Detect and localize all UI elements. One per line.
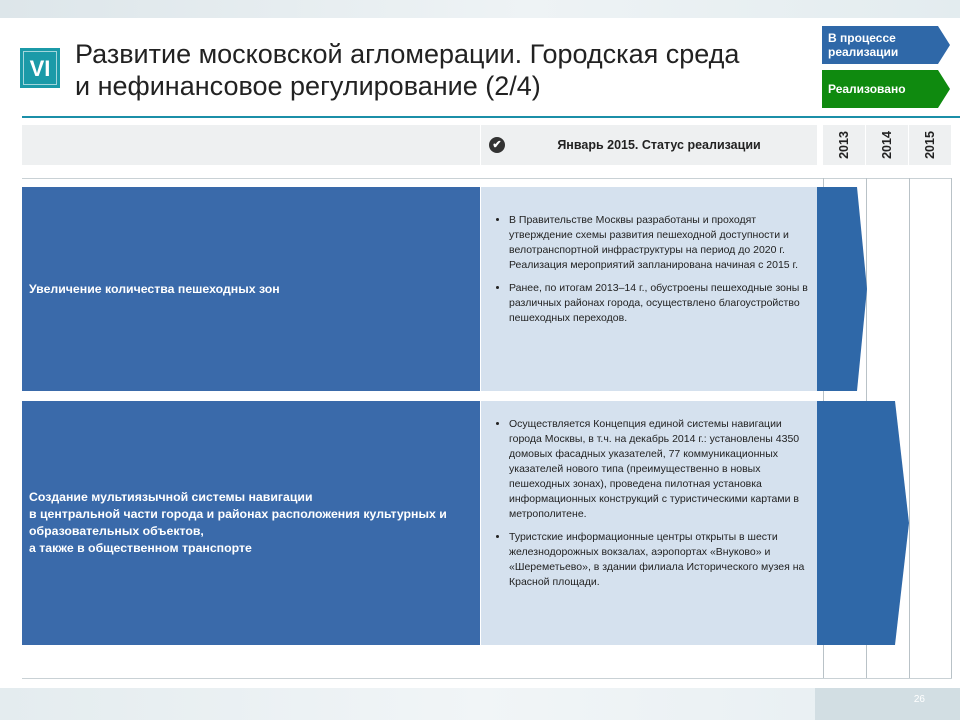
check-circle-icon: ✔	[489, 137, 505, 153]
status-text-navigation-system	[481, 401, 817, 645]
title-divider	[22, 116, 960, 118]
top-decor-band	[0, 0, 960, 18]
status-text-pedestrian-zones	[481, 187, 817, 391]
legend-done	[822, 70, 950, 108]
legend-in-progress	[822, 26, 950, 64]
grid-line	[951, 178, 952, 678]
year-label: 2014	[880, 131, 894, 159]
measure-title-navigation-system	[22, 401, 480, 645]
status-header	[481, 125, 817, 165]
grid-line	[22, 178, 952, 179]
measure-title-line: Создание мультиязычной системы навигации	[29, 490, 313, 504]
grid-line	[22, 678, 952, 679]
status-bullet: • Осуществляется Концепция единой системы навигации города Москвы, в т.ч. на декабрь 2014 г.: установлены 4350 домовых фасадных указателей, 77 коммуникационных указателей нового типа (преимущественно в новых пешеходных зонах), проведена пилотная установка информационных конструкций с туристическими картами в метрополитене.	[509, 417, 809, 522]
measure-title-line: а также в общественном транспорте	[29, 541, 252, 555]
page-number: 26	[913, 694, 925, 705]
legend-done-label: Реализовано	[828, 82, 906, 96]
status-header-label: Январь 2015. Статус реализации	[557, 138, 761, 152]
year-header-2014	[866, 125, 908, 165]
measure-title: Увеличение количества пешеходных зон	[29, 281, 280, 296]
bottom-accent-block	[815, 688, 960, 720]
timeline-arrow-in-progress	[817, 401, 913, 645]
measure-title-pedestrian-zones	[22, 187, 480, 391]
page-title	[75, 38, 815, 102]
year-label: 2015	[923, 131, 937, 159]
measure-title-line: в центральной части города и районах расположения культурных и образовательных объектов,	[29, 507, 447, 538]
year-label: 2013	[837, 131, 851, 159]
year-header-2013	[823, 125, 865, 165]
section-badge	[20, 48, 60, 88]
title-line-2: и нефинансовое регулирование (2/4)	[75, 71, 541, 101]
title-line-1: Развитие московской агломерации. Городская среда	[75, 39, 740, 69]
status-bullet: • В Правительстве Москвы разработаны и проходят утверждение схемы развития пешеходной доступности и велотранспортной инфраструктуры на период до 2020 г. Реализация мероприятий запланирована начиная с 2015 г.	[509, 213, 809, 273]
timeline-arrow-in-progress	[817, 187, 869, 391]
legend-in-progress-label: В процессе реализации	[828, 31, 899, 59]
status-bullet: • Туристские информационные центры открыты в шести железнодорожных вокзалах, аэропортах «Внуково» и «Шереметьево», в здании филиала Исторического музея на Красной площади.	[509, 530, 809, 590]
year-header-2015	[909, 125, 951, 165]
header-blank-cell	[22, 125, 480, 165]
section-number: VI	[23, 51, 57, 85]
status-bullet: • Ранее, по итогам 2013–14 г., обустроены пешеходные зоны в различных районах города, осуществлено благоустройство пешеходных переходов.	[509, 281, 809, 326]
